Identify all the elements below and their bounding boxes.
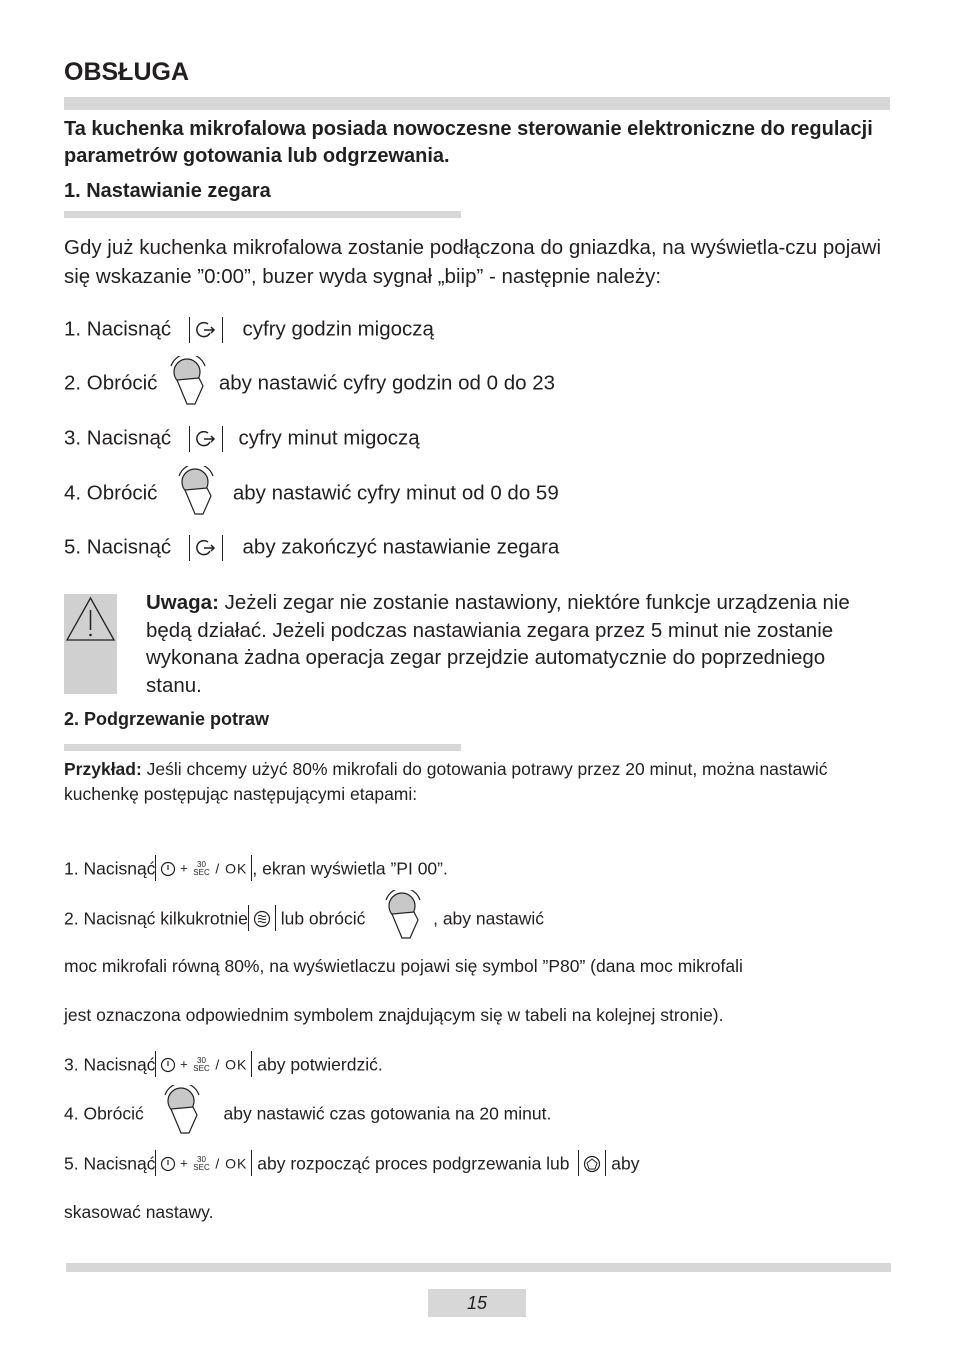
warning-box bbox=[64, 594, 117, 694]
power-icon bbox=[160, 1057, 176, 1073]
reheat-step-2: 2. Nacisnąć kilkukrotnie lub obrócić , aby nastawić bbox=[64, 902, 544, 932]
clock-key-icon bbox=[189, 426, 223, 452]
section1-divider bbox=[64, 211, 461, 218]
warning-icon bbox=[64, 594, 117, 646]
rotate-knob-icon bbox=[380, 890, 428, 942]
reheat-step-1: 1. Nacisnąć + 30 SEC / OK , ekran wyświetla ”PI 00”. bbox=[64, 852, 448, 882]
warning-text: Uwaga: Jeżeli zegar nie zostanie nastawiony, niektóre funkcje urządzenia nie będą działać. Jeżeli podczas nastawiania zegara przez 5 minut nie zostanie wykonana żadna operacja zegar przejdzie automatycznie do poprzedniego stanu. bbox=[146, 591, 850, 697]
footer-divider bbox=[66, 1263, 891, 1272]
rotate-knob-icon bbox=[165, 356, 213, 408]
section1-paragraph: Gdy już kuchenka mikrofalowa zostanie podłączona do gniazdka, na wyświetla-czu pojawi się wskazanie ”0:00”, buzer wyda sygnał „biip” - następnie należy: bbox=[64, 236, 882, 288]
reheat-line-3: moc mikrofali równą 80%, na wyświetlaczu pojawi się symbol ”P80” (dana moc mikrofali bbox=[64, 956, 743, 976]
clock-step-3: 3. Nacisnąć cyfry minut migoczą bbox=[64, 426, 420, 450]
section2-divider bbox=[64, 744, 461, 751]
section1-heading: 1. Nastawianie zegara bbox=[64, 180, 271, 202]
reheat-line-last: skasować nastawy. bbox=[64, 1202, 214, 1222]
reheat-step-3: 3. Nacisnąć + 30 SEC / OK aby potwierdzić. bbox=[64, 1048, 383, 1078]
power-level-key bbox=[248, 905, 276, 931]
stop-key bbox=[578, 1150, 606, 1176]
section2-heading: 2. Podgrzewanie potraw bbox=[64, 709, 270, 729]
title-divider bbox=[64, 97, 890, 110]
microwave-power-icon bbox=[253, 910, 271, 928]
example-paragraph: Przykład: Jeśli chcemy użyć 80% mikrofali do gotowania potrawy przez 20 minut, można nastawić kuchenkę postępując następującymi etapami: bbox=[64, 759, 828, 804]
clock-key-icon bbox=[189, 535, 223, 561]
clock-step-4: 4. Obrócić aby nastawić cyfry minut od 0 do 59 bbox=[64, 478, 559, 508]
power-icon bbox=[160, 1156, 176, 1172]
start-30sec-ok-key: + 30 SEC / OK bbox=[155, 1051, 252, 1077]
clock-key-icon bbox=[189, 317, 223, 343]
clock-step-5: 5. Nacisnąć aby zakończyć nastawianie zegara bbox=[64, 535, 560, 559]
stop-icon bbox=[583, 1155, 601, 1173]
start-30sec-ok-key: + 30 SEC / OK bbox=[155, 1150, 252, 1176]
reheat-line-4: jest oznaczona odpowiednim symbolem znajdującym się w tabeli na kolejnej stronie). bbox=[64, 1005, 724, 1025]
reheat-step-4: 4. Obrócić aby nastawić czas gotowania na 20 minut. bbox=[64, 1097, 551, 1127]
page-number: 15 bbox=[428, 1289, 526, 1317]
rotate-knob-icon bbox=[173, 466, 221, 518]
page-title: OBSŁUGA bbox=[64, 58, 189, 86]
start-30sec-ok-key: + 30 SEC / OK bbox=[155, 855, 252, 881]
power-icon bbox=[160, 861, 176, 877]
clock-step-2: 2. Obrócić aby nastawić cyfry godzin od 0 do 23 bbox=[64, 368, 555, 398]
clock-step-1: 1. Nacisnąć cyfry godzin migoczą bbox=[64, 317, 434, 341]
reheat-step-5: 5. Nacisnąć + 30 SEC / OK aby rozpocząć proces podgrzewania lub aby bbox=[64, 1147, 639, 1177]
intro-text: Ta kuchenka mikrofalowa posiada nowoczesne sterowanie elektroniczne do regulacji parametrów gotowania lub odgrzewania. bbox=[64, 118, 873, 167]
rotate-knob-icon bbox=[159, 1085, 207, 1137]
